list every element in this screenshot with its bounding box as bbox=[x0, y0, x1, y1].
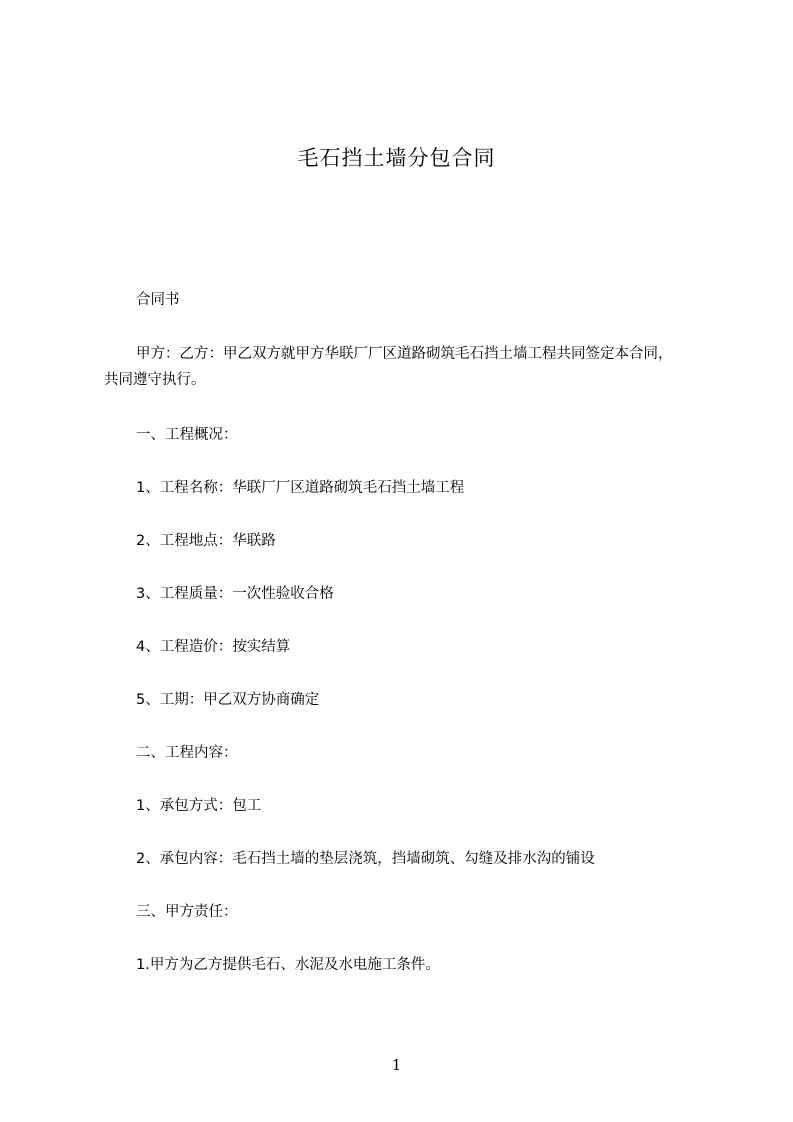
clause-contract-scope: 2、承包内容：毛石挡土墙的垫层浇筑，挡墙砌筑、勾缝及排水沟的铺设 bbox=[136, 851, 595, 867]
section-heading-overview: 一、工程概况： bbox=[136, 427, 238, 443]
clause-project-duration: 5、工期：甲乙双方协商确定 bbox=[136, 692, 320, 708]
clause-contract-method: 1、承包方式：包工 bbox=[136, 798, 262, 814]
section-heading-content: 二、工程内容： bbox=[136, 745, 238, 761]
page-number: 1 bbox=[391, 1056, 402, 1074]
clause-project-quality: 3、工程质量：一次性验收合格 bbox=[136, 586, 334, 602]
section-heading-party-a: 三、甲方责任： bbox=[136, 904, 238, 920]
intro-paragraph: 甲方：乙方：甲乙双方就甲方华联厂厂区道路砌筑毛石挡土墙工程共同签定本合同，共同遵守执行。 bbox=[104, 346, 673, 388]
clause-project-location: 2、工程地点：华联路 bbox=[136, 533, 276, 549]
document-title: 毛石挡土墙分包合同 bbox=[297, 146, 496, 170]
contract-heading: 合同书 bbox=[136, 292, 180, 308]
clause-project-name: 1、工程名称：华联厂厂区道路砌筑毛石挡土墙工程 bbox=[136, 480, 465, 496]
clause-project-cost: 4、工程造价：按实结算 bbox=[136, 639, 291, 655]
clause-party-a-supply: 1.甲方为乙方提供毛石、水泥及水电施工条件。 bbox=[136, 957, 440, 973]
